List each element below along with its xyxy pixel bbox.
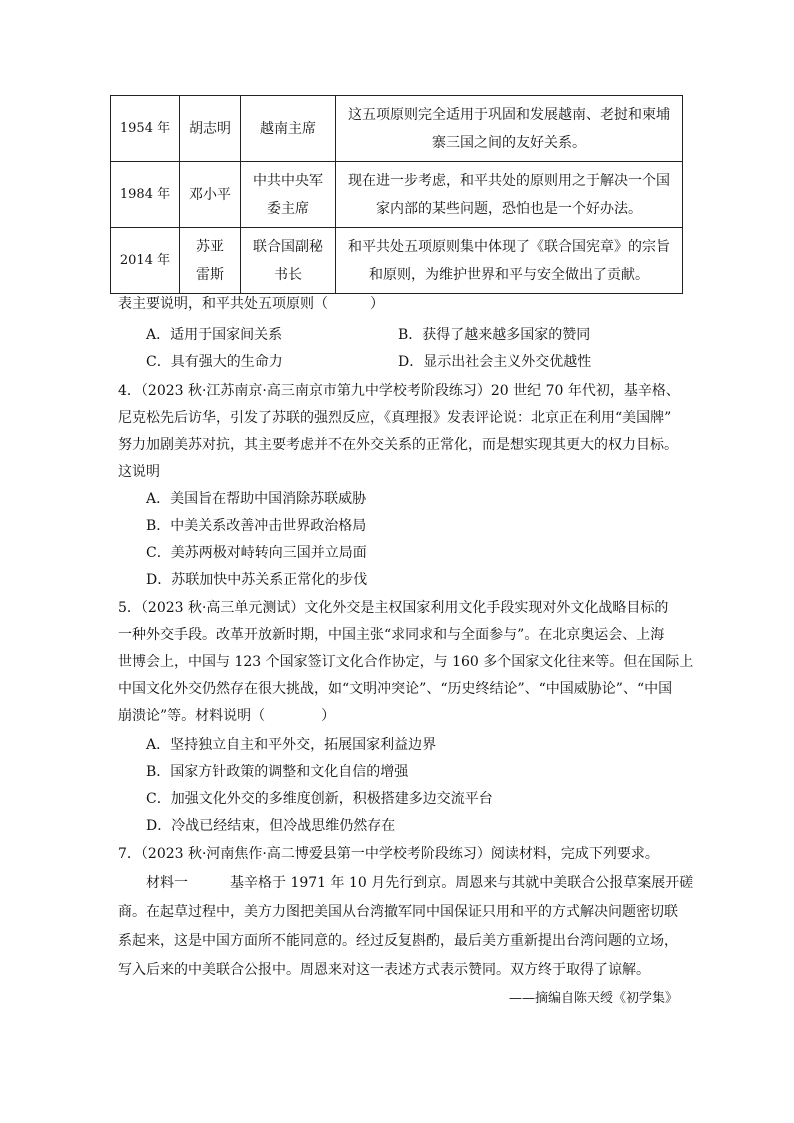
quotes-table xyxy=(110,95,683,294)
person-cell: 邓小平 xyxy=(180,162,241,228)
person-line: 苏亚 xyxy=(196,238,224,255)
year-cell: 2014 年 xyxy=(111,228,180,294)
q4-option-d[interactable]: D．苏联加快中苏关系正常化的步伐 xyxy=(146,572,368,588)
q7-source: ——摘编自陈天绶《初学集》 xyxy=(508,991,678,1006)
quote-cell xyxy=(336,162,683,228)
q7-material-line: 写入后来的中美联合公报中。周恩来对这一表述方式表示赞同。双方终于取得了谅解。 xyxy=(118,962,650,978)
q5-stem-line: 一种外交手段。改革开放新时期，中国主张“求同求和与全面参与”。在北京奥运会、上海 xyxy=(118,627,665,643)
role-cell: 越南主席 xyxy=(241,96,336,162)
q5-stem-line: 世博会上，中国与 123 个国家签订文化合作协定，与 160 多个国家文化往来等。但在国际上 xyxy=(118,654,694,670)
q5-option-b[interactable]: B．国家方针政策的调整和文化自信的增强 xyxy=(146,764,409,780)
q3-stem: 表主要说明，和平共处五项原则（ ） xyxy=(118,296,384,312)
role-cell xyxy=(241,228,336,294)
q3-option-d[interactable]: D．显示出社会主义外交优越性 xyxy=(398,354,592,370)
table-row xyxy=(111,228,683,294)
q7-material-line: 系起来，这是中国方面所不能同意的。经过反复斟酌，最后美方重新提出台湾问题的立场， xyxy=(118,933,678,949)
q4-stem-line: 这说明 xyxy=(118,464,160,480)
person-cell xyxy=(180,228,241,294)
q3-option-a[interactable]: A．适用于国家间关系 xyxy=(146,327,283,343)
q4-stem-line: 尼克松先后访华，引发了苏联的强烈反应，《真理报》发表评论说：北京正在利用“美国牌” xyxy=(118,410,672,426)
quote-line: 寨三国之间的友好关系。 xyxy=(432,134,586,151)
table-row xyxy=(111,162,683,228)
q4-option-a[interactable]: A．美国旨在帮助中国消除苏联威胁 xyxy=(146,491,367,507)
table-row xyxy=(111,96,683,162)
year-cell: 1984 年 xyxy=(111,162,180,228)
q4-stem-line: 4．（2023 秋·江苏南京·高三南京市第九中学校考阶段练习）20 世纪 70 年代初，基辛格、 xyxy=(118,383,680,399)
person-line: 雷斯 xyxy=(196,266,224,283)
person-cell: 胡志明 xyxy=(180,96,241,162)
quote-line: 和平共处五项原则集中体现了《联合国宪章》的宗旨 xyxy=(348,238,670,255)
q7-stem: 7．（2023 秋·河南焦作·高二博爱县第一中学校考阶段练习）阅读材料，完成下列要求。 xyxy=(118,846,659,862)
quote-line: 家内部的某些问题，恐怕也是一个好办法。 xyxy=(376,200,642,217)
q5-option-c[interactable]: C．加强文化外交的多维度创新，积极搭建多边交流平台 xyxy=(146,791,493,807)
role-line: 书长 xyxy=(274,266,302,283)
quote-cell xyxy=(336,228,683,294)
q4-option-b[interactable]: B．中美关系改善冲击世界政治格局 xyxy=(146,518,367,534)
role-line: 联合国副秘 xyxy=(253,238,323,255)
q5-stem-line: 中国文化外交仍然存在很大挑战，如“文明冲突论”、“历史终结论”、“中国威胁论”、“中国 xyxy=(118,681,673,697)
q7-material-line: 材料一 基辛格于 1971 年 10 月先行到京。周恩来与其就中美联合公报草案展开磋 xyxy=(146,875,694,891)
q4-stem-line: 努力加剧美苏对抗，其主要考虑并不在外交关系的正常化，而是想实现其更大的权力目标。 xyxy=(118,437,678,453)
q3-option-c[interactable]: C．具有强大的生命力 xyxy=(146,354,283,370)
q5-option-a[interactable]: A．坚持独立自主和平外交，拓展国家利益边界 xyxy=(146,737,437,753)
q3-option-b[interactable]: B．获得了越来越多国家的赞同 xyxy=(398,327,591,343)
quote-line: 这五项原则完全适用于巩固和发展越南、老挝和柬埔 xyxy=(348,106,670,123)
role-line: 委主席 xyxy=(267,200,309,217)
role-cell xyxy=(241,162,336,228)
year-cell: 1954 年 xyxy=(111,96,180,162)
quote-line: 和原则，为维护世界和平与安全做出了贡献。 xyxy=(369,266,649,283)
q5-stem-line: 崩溃论”等。材料说明（ ） xyxy=(118,708,336,724)
q5-option-d[interactable]: D．冷战已经结束，但冷战思维仍然存在 xyxy=(146,818,396,834)
q5-stem-line: 5．（2023 秋·高三单元测试）文化外交是主权国家利用文化手段实现对外文化战略目标的 xyxy=(118,600,669,616)
role-line: 中共中央军 xyxy=(253,172,323,189)
quote-cell xyxy=(336,96,683,162)
q4-option-c[interactable]: C．美苏两极对峙转向三国并立局面 xyxy=(146,545,367,561)
q7-material-line: 商。在起草过程中，美方力图把美国从台湾撤军同中国保证只用和平的方式解决问题密切联 xyxy=(118,904,678,920)
quote-line: 现在进一步考虑，和平共处的原则用之于解决一个国 xyxy=(348,172,670,189)
